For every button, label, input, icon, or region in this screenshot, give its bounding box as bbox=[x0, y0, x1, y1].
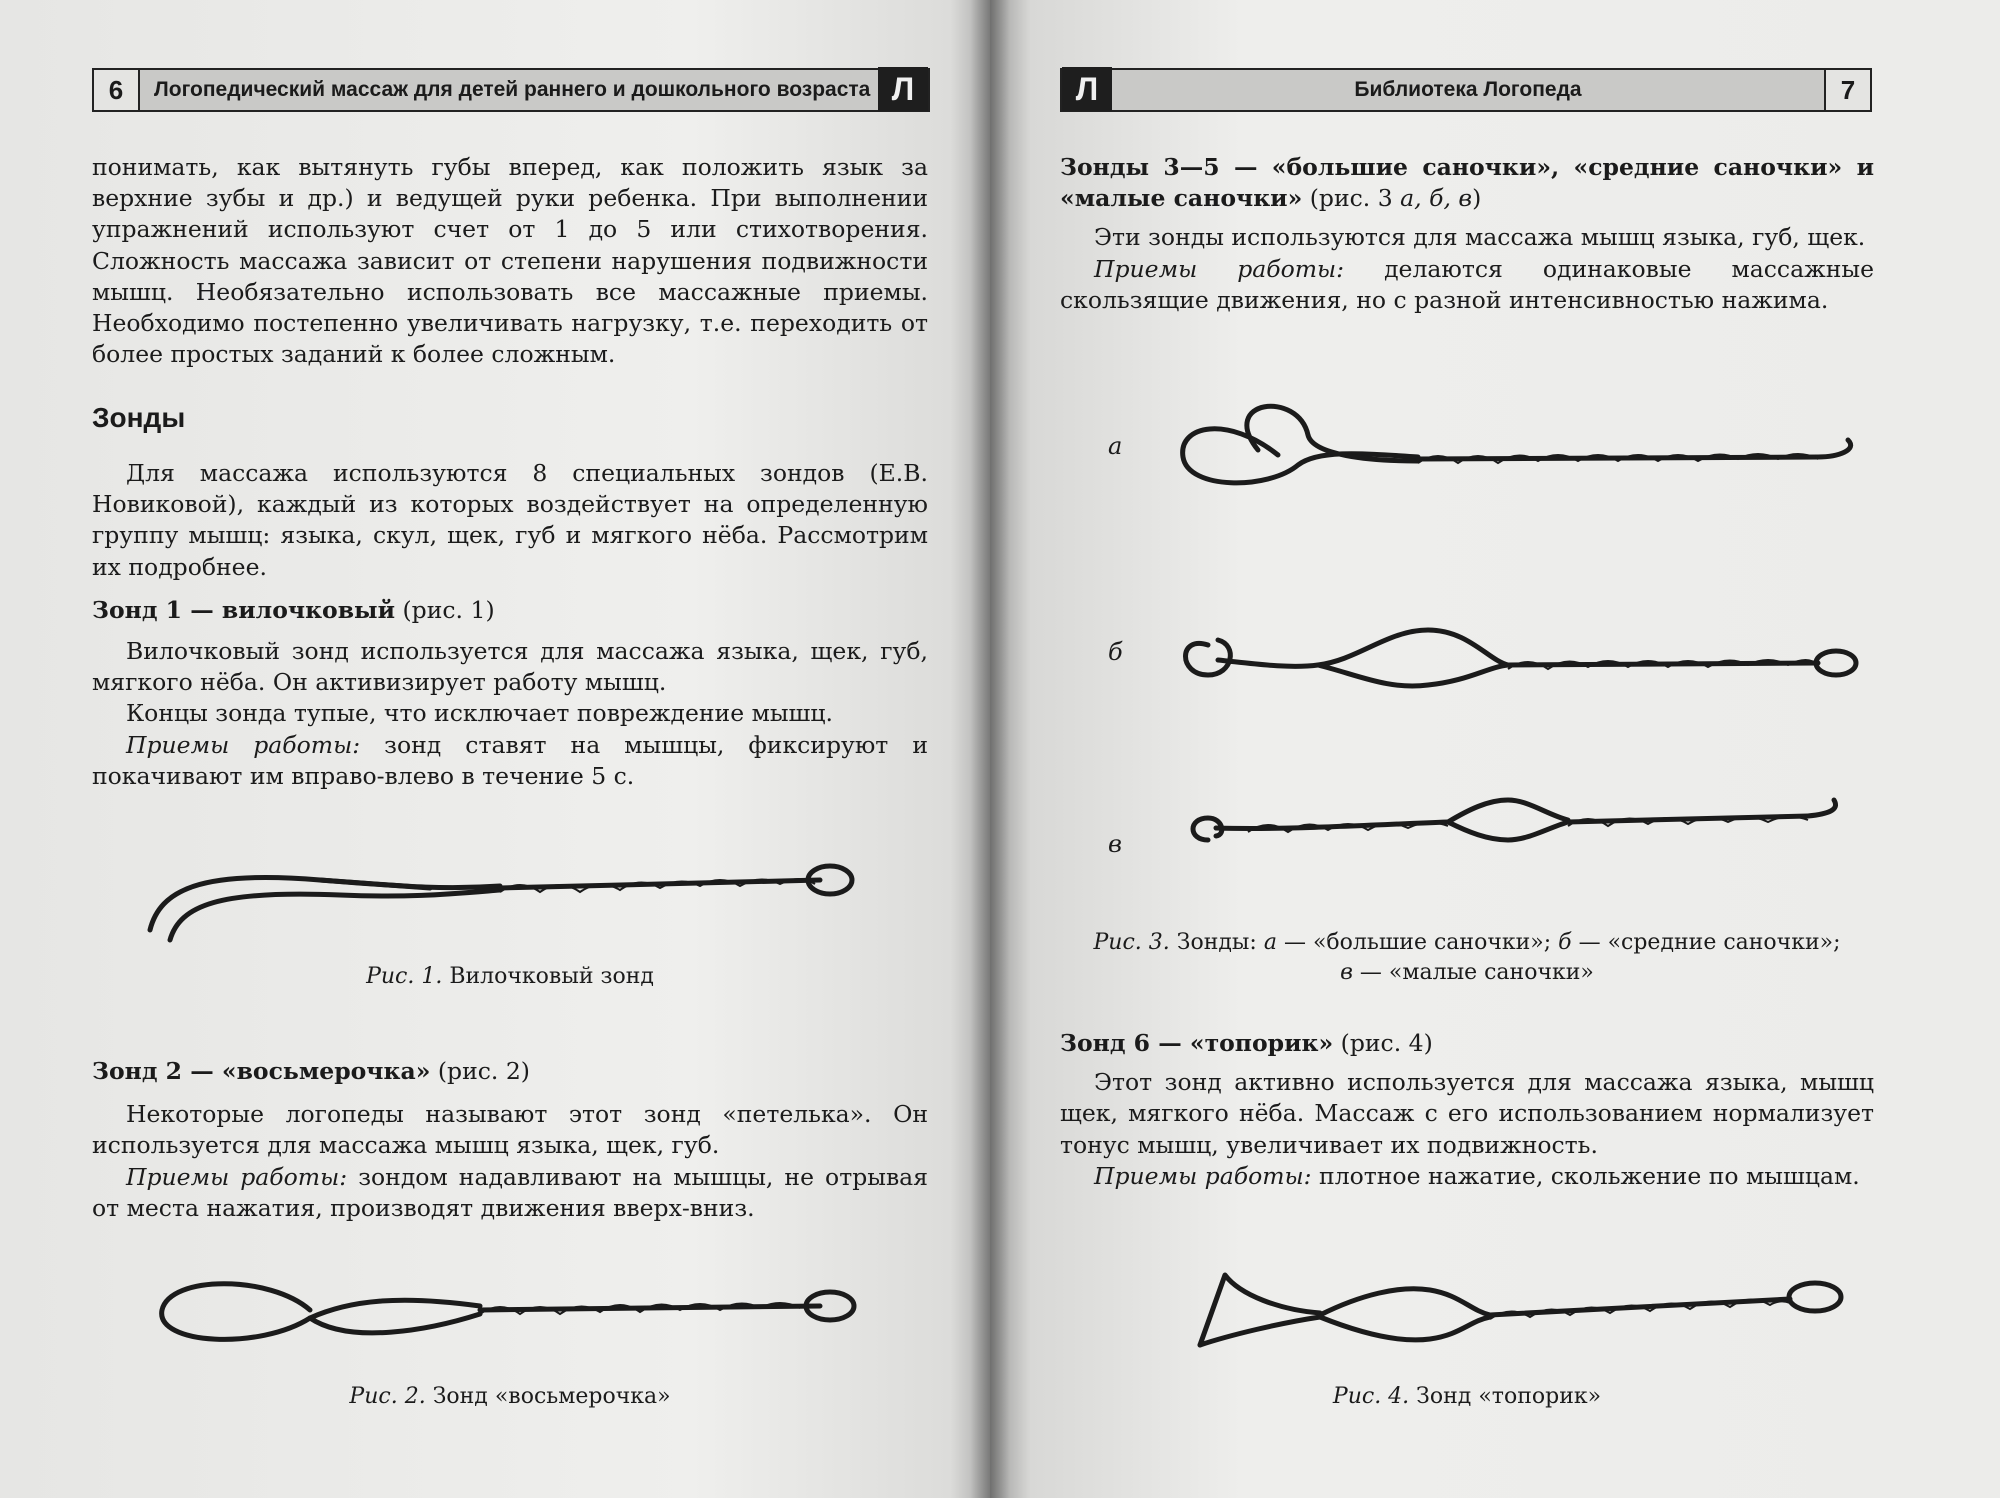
small-sled-probe-illustration bbox=[1168, 770, 1888, 870]
right-page bbox=[990, 0, 2000, 1498]
intro-text bbox=[92, 152, 928, 370]
probe2-heading-ref: (рис. 2) bbox=[430, 1057, 530, 1085]
figure3-caption-line2 bbox=[1060, 958, 1874, 988]
probe6-heading-ref: (рис. 4) bbox=[1333, 1029, 1433, 1057]
caption-text-a: — «большие саночки»; bbox=[1276, 930, 1559, 955]
fork-probe-illustration bbox=[140, 850, 860, 960]
running-title: Библиотека Логопеда bbox=[1112, 70, 1824, 110]
figure1-caption-text: Вилочковый зонд bbox=[442, 964, 654, 989]
technique-text: плотное нажатие, скольжение по мышцам. bbox=[1311, 1161, 1860, 1190]
caption-text-v: — «малые саночки» bbox=[1352, 960, 1594, 985]
figure2-caption-text: Зонд «восьмерочка» bbox=[425, 1384, 671, 1409]
section-text bbox=[92, 458, 928, 792]
probes35-paragraph-1: Эти зонды используются для массажа мышц языка, губ, щек. bbox=[1094, 223, 1866, 252]
heading-ref: (рис. 3 bbox=[1302, 184, 1401, 213]
probes35-technique bbox=[1060, 254, 1874, 316]
probe1-heading-ref: (рис. 1) bbox=[395, 595, 495, 624]
figure3-caption bbox=[1060, 928, 1874, 988]
figure4-caption-label: Рис. 4. bbox=[1332, 1384, 1410, 1409]
probe2-heading-bold: Зонд 2 — «восьмерочка» bbox=[92, 1057, 431, 1085]
probe6-heading bbox=[1060, 1028, 1874, 1059]
library-logo: Л bbox=[878, 67, 928, 111]
technique-text: делаются одинаковые массажные скользящие движения, но с разной интенсивностью нажима. bbox=[1060, 254, 1874, 314]
caption-letter-a: а bbox=[1263, 930, 1277, 955]
probes35-heading bbox=[1060, 152, 1874, 214]
probe2-heading bbox=[92, 1056, 928, 1087]
library-logo: Л bbox=[1062, 67, 1112, 111]
caption-letter-b: б bbox=[1558, 930, 1572, 955]
left-running-header bbox=[92, 68, 930, 112]
book-gutter bbox=[970, 0, 1010, 1498]
figure3-label-v: в bbox=[1108, 830, 1122, 858]
page-number: 6 bbox=[94, 70, 140, 110]
intro-paragraph: понимать, как вытянуть губы вперед, как положить язык за верхние зубы и др.) и ведущей руки ребенка. При выполнении упражнений используют счет от 1 до 5 или стихотворения. Сложность массажа зависит от степени нарушения подвижности мышц. Необязательно использовать все массажные приемы. Необходимо постепенно увеличивать нагрузку, т.е. переходить от более простых заданий к более сложным. bbox=[92, 153, 928, 369]
technique-label: Приемы работы: bbox=[126, 1162, 348, 1191]
figure-eight-probe-illustration bbox=[150, 1270, 870, 1360]
figure3-caption-label: Рис. 3. bbox=[1093, 930, 1170, 955]
probe2-paragraph-1: Некоторые логопеды называют этот зонд «петелька». Он используется для массажа мышц языка, щек, губ. bbox=[92, 1100, 928, 1160]
running-title: Логопедический массаж для детей раннего и дошкольного возраста bbox=[140, 70, 878, 110]
heading-ref-letters: а, б, в bbox=[1400, 184, 1473, 213]
large-sled-probe-illustration bbox=[1168, 395, 1888, 505]
figure4-caption bbox=[1060, 1382, 1874, 1412]
probe2-text bbox=[92, 1056, 928, 1224]
probes35-text bbox=[1060, 152, 1874, 316]
section-title: Зонды bbox=[92, 402, 186, 433]
caption-letter-v: в bbox=[1340, 960, 1353, 985]
probes35-heading-bold: Зонды 3—5 — «большие саночки», «средние саночки» и «малые саночки» bbox=[1060, 153, 1874, 213]
hatchet-probe-illustration bbox=[1130, 1255, 1870, 1365]
caption-prefix: Зонды: bbox=[1169, 930, 1264, 955]
technique-label: Приемы работы: bbox=[1094, 254, 1345, 283]
heading-ref-close: ) bbox=[1472, 184, 1482, 213]
right-running-header bbox=[1060, 68, 1872, 112]
probe1-technique bbox=[92, 730, 928, 792]
technique-text: зонд ставят на мышцы, фиксируют и покачивают им вправо-влево в течение 5 с. bbox=[92, 730, 928, 790]
left-page bbox=[0, 0, 990, 1498]
technique-label: Приемы работы: bbox=[1094, 1161, 1312, 1190]
caption-text-b: — «средние саночки»; bbox=[1571, 930, 1841, 955]
figure1-caption-label: Рис. 1. bbox=[366, 964, 443, 989]
figure3-caption-line1 bbox=[1060, 928, 1874, 958]
probe1-paragraph-1: Вилочковый зонд используется для массажа языка, щек, губ, мягкого нёба. Он активизирует работу мышц. bbox=[92, 637, 928, 697]
figure2-caption-label: Рис. 2. bbox=[349, 1384, 426, 1409]
technique-text: зондом надавливают на мышцы, не отрывая от места нажатия, производят движения вверх-вниз. bbox=[92, 1162, 929, 1222]
probe6-technique bbox=[1060, 1161, 1874, 1192]
probe6-heading-bold: Зонд 6 — «топорик» bbox=[1060, 1029, 1334, 1057]
technique-label: Приемы работы: bbox=[126, 730, 361, 759]
probe1-paragraph-2: Концы зонда тупые, что исключает повреждение мышц. bbox=[126, 699, 833, 728]
probe1-heading-bold: Зонд 1 — вилочковый bbox=[92, 595, 396, 624]
figure4-caption-text: Зонд «топорик» bbox=[1409, 1384, 1602, 1409]
figure2-caption bbox=[92, 1382, 928, 1412]
probe1-heading bbox=[92, 595, 928, 626]
figure3-label-a: а bbox=[1108, 432, 1123, 460]
medium-sled-probe-illustration bbox=[1168, 605, 1888, 705]
section-paragraph: Для массажа используются 8 специальных зондов (Е.В. Новиковой), каждый из которых воздействует на определенную группу мышц: языка, скул, щек, губ и мягкого нёба. Рассмотрим их подробнее. bbox=[92, 459, 928, 581]
figure3-label-b: б bbox=[1108, 638, 1123, 666]
figure1-caption bbox=[92, 962, 928, 992]
probe2-technique bbox=[92, 1162, 928, 1224]
probe6-text bbox=[1060, 1028, 1874, 1192]
probe6-paragraph-1: Этот зонд активно используется для массажа языка, мышц щек, мягкого нёба. Массаж с его использованием нормализует тонус мышц, увеличивает их подвижность. bbox=[1060, 1068, 1874, 1159]
page-number: 7 bbox=[1824, 70, 1870, 110]
